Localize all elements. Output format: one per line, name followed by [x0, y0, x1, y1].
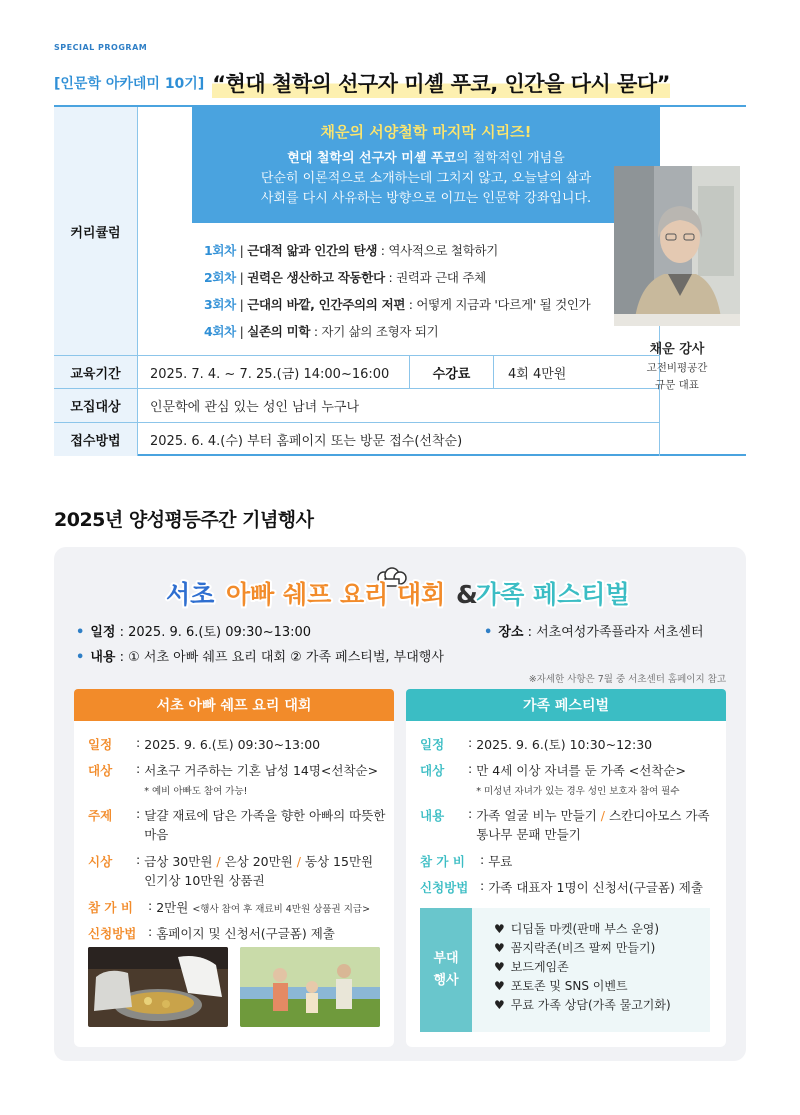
- session-sep: |: [235, 243, 248, 258]
- target-value: 인문학에 관심 있는 성인 남녀 누구나: [138, 389, 660, 423]
- row-subnote: * 예비 아빠도 참여 가능!: [144, 786, 248, 797]
- curriculum-intro-line1: [192, 149, 660, 169]
- slash: /: [212, 854, 225, 869]
- cooking-photo: [88, 947, 228, 1027]
- banner-part2: 아빠 쉐프 요리 대회: [226, 580, 446, 609]
- chef-target-row: [88, 761, 378, 801]
- teacher-panel: [608, 107, 746, 456]
- program-info-table: [54, 105, 746, 456]
- session-sep: |: [235, 324, 248, 339]
- event-schedule-label: 일정: [90, 625, 116, 640]
- side-event-text: 디딤돌 마켓(판매 부스 운영): [510, 922, 660, 936]
- row-label: 참 가 비: [88, 900, 133, 915]
- row-label: 주제: [88, 808, 113, 823]
- side-events-label: [420, 908, 472, 1032]
- session-list: [192, 223, 660, 356]
- event-note: ※자세한 사항은 7월 중 서초센터 홈페이지 참고: [528, 674, 726, 685]
- session-item: [204, 291, 659, 318]
- side-event-text: 무료 가족 상담(가족 물고기화): [510, 998, 671, 1012]
- teacher-org: 고전비평공간: [646, 362, 708, 374]
- row-value: 2만원: [156, 900, 189, 915]
- bullet-icon: •: [76, 650, 85, 665]
- session-sep: |: [235, 297, 248, 312]
- row-value: 2025. 9. 6.(토) 09:30~13:00: [144, 737, 321, 752]
- row-label: 신청방법: [420, 880, 469, 895]
- row-label: 참 가 비: [420, 854, 465, 869]
- event-place-label: 장소: [498, 625, 524, 640]
- program-title: “현대 철학의 선구자 미셸 푸코, 인간을 다시 묻다”: [212, 68, 670, 98]
- banner-part1: 서초: [166, 580, 215, 609]
- heart-icon: ♥: [494, 979, 505, 993]
- list-item: [494, 996, 671, 1015]
- event-content: [76, 646, 444, 665]
- chef-contest-card: [74, 689, 394, 1047]
- colon: :: [148, 898, 153, 913]
- chef-apply-row: [88, 924, 335, 943]
- row-label: 시상: [88, 854, 113, 869]
- family-photo: [240, 947, 380, 1027]
- program-title-row: [54, 62, 746, 104]
- session-item: [204, 318, 659, 345]
- colon: :: [136, 761, 141, 776]
- row-value: 스칸디아모스 가족: [609, 808, 710, 823]
- event-section-title: 2025년 양성평등주간 기념행사: [54, 509, 314, 531]
- banner-amp: &: [456, 580, 478, 609]
- banner-part3: 가족 페스티벌: [476, 580, 630, 609]
- row-value-2: 마음: [144, 827, 169, 842]
- apply-label: 접수방법: [54, 423, 138, 456]
- session-item: [204, 237, 659, 264]
- colon: :: [148, 924, 153, 939]
- session-title: 실존의 미학: [247, 324, 311, 339]
- slash: /: [292, 854, 305, 869]
- colon: :: [136, 852, 141, 867]
- event-content-label: 내용: [90, 650, 116, 665]
- side-event-text: 포토존 및 SNS 이벤트: [510, 979, 628, 993]
- session-desc: : 자기 삶의 조형자 되기: [310, 324, 439, 339]
- event-place-value: 서초여성가족플라자 서초센터: [536, 625, 704, 640]
- program-tag: [인문학 아카데미 10기]: [54, 76, 205, 92]
- session-num: 2회차: [204, 270, 236, 285]
- row-value: 가족 대표자 1명이 신청서(구글폼) 제출: [488, 880, 703, 895]
- slash: /: [596, 808, 609, 823]
- curriculum-intro: [192, 107, 660, 223]
- fee-label: 수강료: [410, 356, 494, 389]
- chef-fee-row: [88, 898, 370, 919]
- session-item: [204, 264, 659, 291]
- event-schedule-value: 2025. 9. 6.(토) 09:30~13:00: [128, 625, 312, 640]
- section-kicker: SPECIAL PROGRAM: [54, 43, 148, 52]
- row-value: 2025. 9. 6.(토) 10:30~12:30: [476, 737, 653, 752]
- row-label: 신청방법: [88, 926, 137, 941]
- festival-fee-row: [420, 852, 512, 871]
- teacher-info: [608, 360, 746, 394]
- curriculum-label: 커리큘럼: [54, 107, 138, 356]
- teacher-role: 규문 대표: [655, 379, 699, 391]
- prize-bronze: 동상 15만원: [304, 854, 374, 869]
- intro-bold: 현대 철학의 선구자 미셸 푸코: [287, 151, 457, 166]
- colon: :: [119, 650, 124, 665]
- session-desc: : 역사적으로 철학하기: [377, 243, 499, 258]
- row-subnote: * 미성년 자녀가 있는 경우 성인 보호자 참여 필수: [476, 786, 680, 797]
- session-title: 권력은 생산하고 작동한다: [247, 270, 385, 285]
- session-num: 3회차: [204, 297, 236, 312]
- teacher-photo: [614, 166, 740, 326]
- curriculum-intro-line3: 사회를 다시 사유하는 방향으로 이끄는 인문학 강좌입니다.: [260, 191, 592, 206]
- prize-gold: 금상 30만원: [144, 854, 213, 869]
- colon: :: [527, 625, 532, 640]
- row-label: 내용: [420, 808, 445, 823]
- row-value: 서초구 거주하는 기혼 남성 14명<선착순>: [144, 763, 379, 778]
- heart-icon: ♥: [494, 998, 505, 1012]
- event-place: [484, 621, 704, 640]
- curriculum-gap: [138, 107, 192, 356]
- side-events-box: [420, 908, 710, 1032]
- row-value: 만 4세 이상 자녀를 둔 가족 <선착순>: [476, 763, 686, 778]
- colon: :: [119, 625, 124, 640]
- row-value: 달걀 재료에 담은 가족을 향한 아빠의 따뜻한: [144, 808, 386, 823]
- row-subnote: <행사 참여 후 재료비 4만원 상품권 지급>: [192, 904, 371, 915]
- side-event-text: 꼼지락존(비즈 팔찌 만들기): [510, 941, 656, 955]
- row-label: 대상: [420, 763, 445, 778]
- curriculum-highlight: 채운의 서양철학 마지막 시리즈!: [320, 123, 532, 141]
- festival-date-row: [420, 735, 652, 754]
- period-value: 2025. 7. 4. ~ 7. 25.(금) 14:00~16:00: [138, 356, 410, 389]
- colon: :: [136, 806, 141, 821]
- teacher-name: 채운 강사: [649, 342, 705, 357]
- session-desc: : 권력과 근대 주체: [384, 270, 486, 285]
- festival-content-row: [420, 806, 710, 844]
- event-content-value: ① 서초 아빠 쉐프 요리 대회 ② 가족 페스티벌, 부대행사: [128, 650, 444, 665]
- session-title: 근대적 앎과 인간의 탄생: [247, 243, 378, 258]
- heart-icon: ♥: [494, 960, 505, 974]
- chef-prize-row: [88, 852, 373, 890]
- colon: :: [468, 761, 473, 776]
- side-label-line1: 부대: [433, 951, 459, 966]
- colon: :: [136, 735, 141, 750]
- row-label: 일정: [420, 737, 445, 752]
- side-label-line2: 행사: [433, 973, 459, 988]
- fee-value: 4회 4만원: [494, 356, 660, 389]
- target-label: 모집대상: [54, 389, 138, 423]
- row-value: 무료: [488, 854, 513, 869]
- session-num: 1회차: [204, 243, 236, 258]
- list-item: [494, 958, 671, 977]
- session-sep: |: [235, 270, 248, 285]
- colon: :: [468, 806, 473, 821]
- colon: :: [480, 852, 485, 867]
- heart-icon: ♥: [494, 922, 505, 936]
- event-banner: [54, 565, 746, 611]
- festival-card-title: 가족 페스티벌: [406, 689, 726, 721]
- session-num: 4회차: [204, 324, 236, 339]
- row-value: 홈페이지 및 신청서(구글폼) 제출: [156, 926, 335, 941]
- event-panel: [54, 547, 746, 1061]
- list-item: [494, 977, 671, 996]
- intro-rest: 의 철학적인 개념을: [456, 151, 565, 166]
- family-festival-card: [406, 689, 726, 1047]
- chef-theme-row: [88, 806, 385, 844]
- row-value: 가족 얼굴 비누 만들기: [476, 808, 597, 823]
- row-label: 대상: [88, 763, 113, 778]
- prize-popular: 인기상 10만원 상품권: [144, 873, 265, 888]
- teacher-photo-art: [614, 166, 740, 326]
- heart-icon: ♥: [494, 941, 505, 955]
- apply-value: 2025. 6. 4.(수) 부터 홈페이지 또는 방문 접수(선착순): [138, 423, 660, 456]
- colon: :: [468, 735, 473, 750]
- side-event-text: 보드게임존: [510, 960, 569, 974]
- bullet-icon: •: [484, 625, 493, 640]
- event-schedule: [76, 621, 311, 640]
- festival-apply-row: [420, 878, 703, 897]
- curriculum-intro-line2: 단순히 이론적으로 소개하는데 그치지 않고, 오늘날의 삶과: [260, 171, 592, 186]
- chef-card-title: 서초 아빠 쉐프 요리 대회: [74, 689, 394, 721]
- session-desc: : 어떻게 지금과 '다르게' 될 것인가: [405, 297, 591, 312]
- bullet-icon: •: [76, 625, 85, 640]
- side-events-list: [472, 908, 671, 1032]
- list-item: [494, 939, 671, 958]
- period-label: 교육기간: [54, 356, 138, 389]
- festival-target-row: [420, 761, 686, 801]
- session-title: 근대의 바깥, 인간주의의 저편: [247, 297, 406, 312]
- row-label: 일정: [88, 737, 113, 752]
- list-item: [494, 920, 671, 939]
- prize-silver: 은상 20만원: [224, 854, 293, 869]
- chef-date-row: [88, 735, 320, 754]
- colon: :: [480, 878, 485, 893]
- row-value-2: 통나무 문패 만들기: [476, 827, 581, 842]
